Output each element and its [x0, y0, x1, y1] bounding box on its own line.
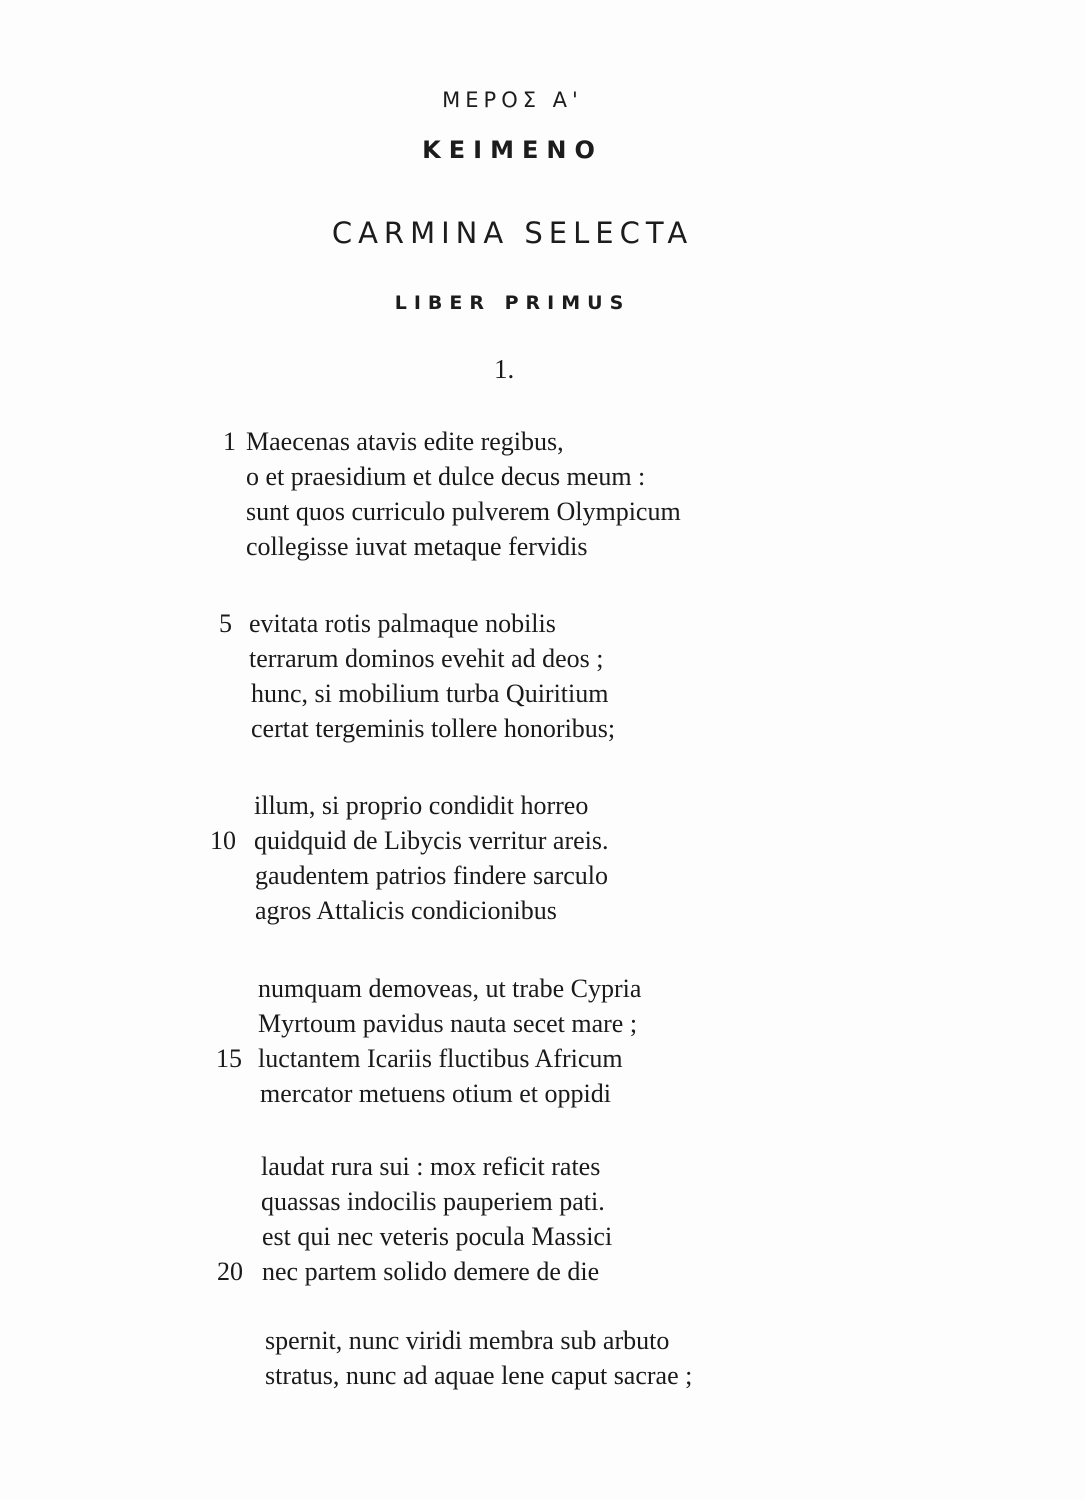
- verse-line: nec partem solido demere de die: [262, 1257, 600, 1286]
- verse-line: o et praesidium et dulce decus meum :: [246, 462, 646, 491]
- line-number: 15: [216, 1044, 242, 1073]
- verse-line: Maecenas atavis edite regibus,: [246, 427, 564, 456]
- line-number: 1: [223, 427, 236, 456]
- book-title: LIBER PRIMUS: [394, 292, 631, 314]
- verse-line: collegisse iuvat metaque fervidis: [246, 532, 588, 561]
- verse-line: quidquid de Libycis verritur areis.: [254, 826, 609, 855]
- verse-line: terrarum dominos evehit ad deos ;: [249, 644, 604, 673]
- verse-line: spernit, nunc viridi membra sub arbuto: [265, 1326, 670, 1355]
- verse-line: evitata rotis palmaque nobilis: [249, 609, 556, 638]
- line-number: 5: [219, 609, 232, 638]
- verse-line: stratus, nunc ad aquae lene caput sacrae ;: [265, 1361, 693, 1390]
- verse-line: Myrtoum pavidus nauta secet mare ;: [258, 1009, 638, 1038]
- verse-line: agros Attalicis condicionibus: [255, 896, 557, 925]
- verse-line: luctantem Icariis fluctibus Africum: [258, 1044, 623, 1073]
- verse-line: laudat rura sui : mox reficit rates: [261, 1152, 601, 1181]
- work-title: CARMINA SELECTA: [331, 216, 694, 250]
- verse-line: certat tergeminis tollere honoribus;: [251, 714, 616, 743]
- part-title: ΚΕΙΜΕΝΟ: [422, 136, 603, 164]
- ode-number: 1.: [494, 354, 515, 384]
- verse-line: mercator metuens otium et oppidi: [260, 1079, 611, 1108]
- verse-line: sunt quos curriculo pulverem Olympicum: [246, 497, 681, 526]
- part-label: ΜΕΡΟΣ Α': [442, 88, 583, 112]
- verse-line: quassas indocilis pauperiem pati.: [261, 1187, 605, 1216]
- verse-line: numquam demoveas, ut trabe Cypria: [258, 974, 642, 1003]
- verse-line: gaudentem patrios findere sarculo: [255, 861, 609, 890]
- line-number: 20: [217, 1257, 243, 1286]
- verse-line: est qui nec veteris pocula Massici: [262, 1222, 613, 1251]
- verse-line: hunc, si mobilium turba Quiritium: [251, 679, 609, 708]
- verse-line: illum, si proprio condidit horreo: [254, 791, 589, 820]
- line-number: 10: [210, 826, 236, 855]
